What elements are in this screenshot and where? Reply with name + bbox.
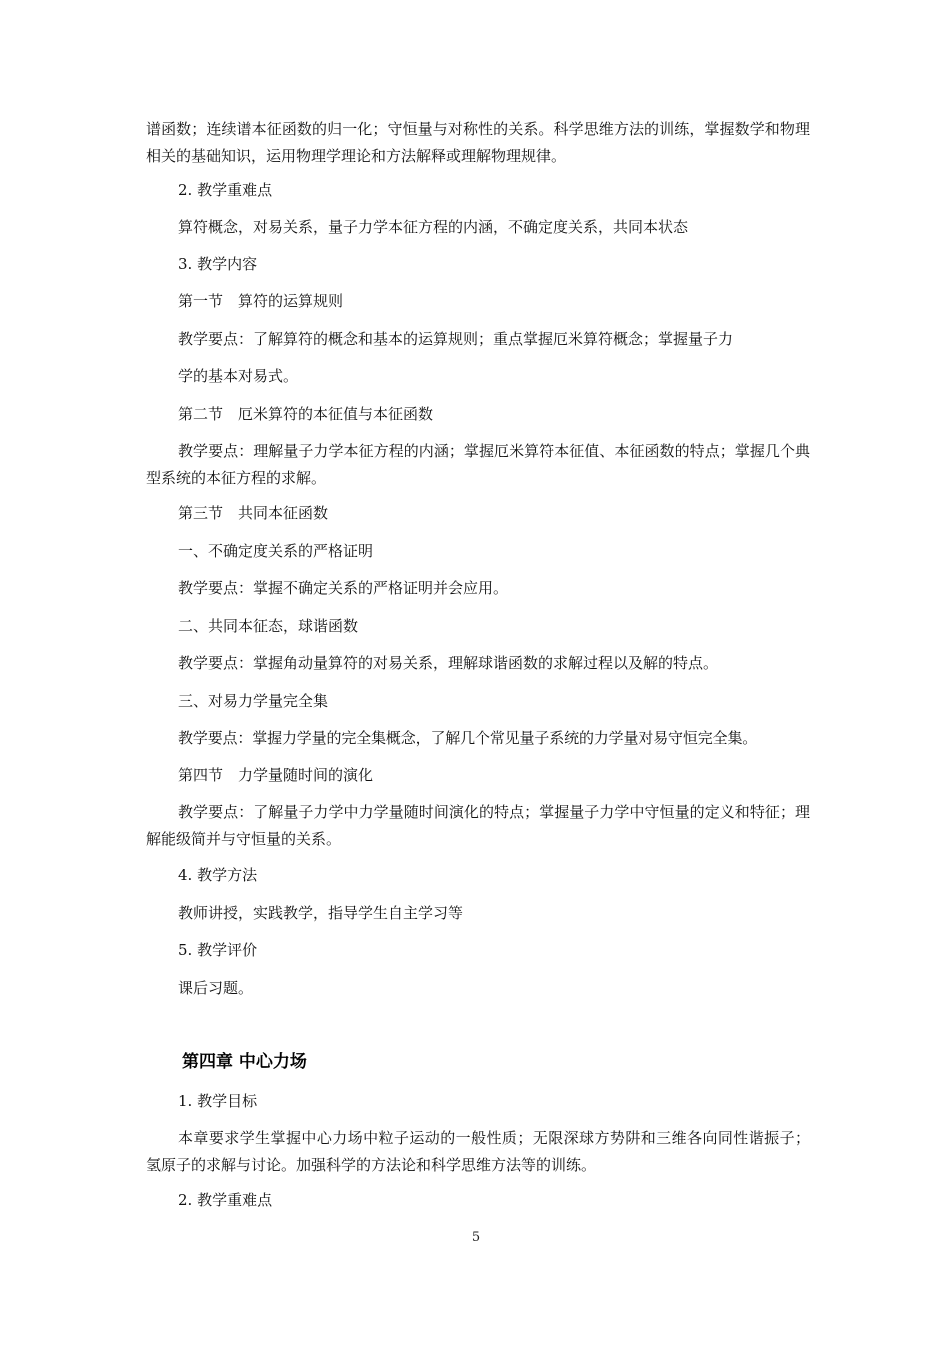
subsection-3-points: 教学要点：掌握力学量的完全集概念，了解几个常见量子系统的力学量对易守恒完全集。 [178, 729, 758, 747]
subsection-2-title: 二、共同本征态，球谐函数 [178, 617, 359, 635]
paragraph-chapter3-goals-cont: 谱函数；连续谱本征函数的归一化；守恒量与对称性的关系。科学思维方法的训练，掌握数学和物理相关的基础知识，运用物理学理论和方法解释或理解物理规律。 [146, 120, 810, 165]
chapter-4-key-points-heading: 2. 教学重难点 [178, 1191, 273, 1209]
section-3-title: 第三节 共同本征函数 [178, 504, 329, 522]
section-heading-methods: 4. 教学方法 [178, 866, 258, 884]
chapter-4-goals-text: 本章要求学生掌握中心力场中粒子运动的一般性质；无限深球方势阱和三维各向同性谐振子； 氢原子的求解与讨论。加强科学的方法论和科学思维方法等的训练。 [146, 1129, 810, 1174]
section-heading-content: 3. 教学内容 [178, 255, 258, 273]
section-1-points-line2: 学的基本对易式。 [178, 367, 299, 385]
chapter-4-title: 第四章 中心力场 [182, 1052, 307, 1072]
methods-text: 教师讲授，实践教学，指导学生自主学习等 [178, 904, 464, 922]
section-2-points: 教学要点：理解量子力学本征方程的内涵；掌握厄米算符本征值、本征函数的特点；掌握几个典型系统的本征方程的求解。 [146, 442, 810, 487]
chapter-4-goals-heading: 1. 教学目标 [178, 1092, 258, 1110]
section-4-points: 教学要点：了解量子力学中力学量随时间演化的特点；掌握量子力学中守恒量的定义和特征；理解能级简并与守恒量的关系。 [146, 803, 810, 848]
evaluation-text: 课后习题。 [178, 979, 254, 997]
subsection-3-title: 三、对易力学量完全集 [178, 692, 329, 710]
section-1-title: 第一节 算符的运算规则 [178, 292, 344, 310]
section-1-points-line1: 教学要点：了解算符的概念和基本的运算规则；重点掌握厄米算符概念；掌握量子力 [178, 330, 734, 348]
subsection-1-points: 教学要点：掌握不确定关系的严格证明并会应用。 [178, 579, 509, 597]
key-points-text: 算符概念，对易关系，量子力学本征方程的内涵，不确定度关系，共同本状态 [178, 218, 689, 236]
section-4-title: 第四节 力学量随时间的演化 [178, 766, 374, 784]
page-number: 5 [471, 1230, 481, 1245]
section-heading-evaluation: 5. 教学评价 [178, 941, 258, 959]
section-2-title: 第二节 厄米算符的本征值与本征函数 [178, 405, 434, 423]
subsection-2-points: 教学要点：掌握角动量算符的对易关系，理解球谐函数的求解过程以及解的特点。 [178, 654, 719, 672]
subsection-1-title: 一、不确定度关系的严格证明 [178, 542, 374, 560]
section-heading-key-points: 2. 教学重难点 [178, 181, 273, 199]
